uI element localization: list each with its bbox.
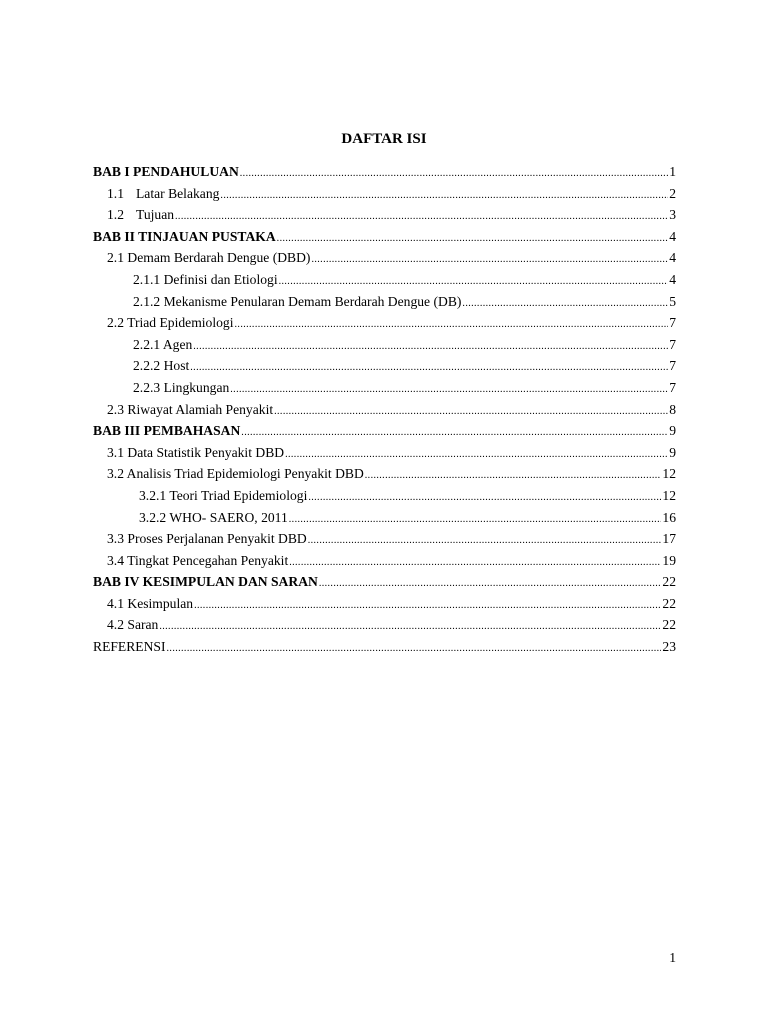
page-number: 1 (669, 950, 676, 965)
toc-entry-text: 3.1 Data Statistik Penyakit DBD (107, 444, 285, 460)
toc-dot-leader (235, 314, 669, 336)
toc-entry-page: 4 (669, 250, 676, 266)
toc-dot-leader (230, 379, 668, 401)
toc-entry-text: Latar Belakang (136, 185, 220, 201)
toc-entry-page: 22 (662, 574, 676, 590)
toc-entry-text: 2.2.3 Lingkungan (133, 379, 230, 395)
toc-dot-leader (319, 573, 662, 595)
toc-entry (93, 442, 676, 464)
toc-entry (93, 463, 676, 485)
toc-entry-page: 9 (669, 423, 676, 439)
toc-dot-leader (240, 163, 668, 185)
toc-entry-page: 17 (662, 531, 676, 547)
toc-entry (93, 204, 676, 226)
toc-entry-page: 4 (669, 228, 676, 244)
toc-entry-page: 2 (669, 185, 676, 201)
toc-dot-leader (220, 185, 668, 207)
toc-dot-leader (289, 509, 662, 531)
toc-entry-page: 16 (662, 509, 676, 525)
toc-entry-page: 22 (662, 617, 676, 633)
toc-entry-page: 22 (662, 595, 676, 611)
toc-entry-text: 4.1 Kesimpulan (107, 595, 194, 611)
toc-dot-leader (365, 465, 662, 487)
toc-dot-leader (311, 249, 668, 271)
toc-dot-leader (193, 336, 668, 358)
toc-entry (93, 550, 676, 572)
toc-entry-text: Tujuan (136, 207, 175, 223)
toc-entry-label (133, 377, 229, 399)
toc-entry-number: 1.2 (107, 207, 124, 223)
toc-entry (93, 377, 676, 399)
toc-entry-text: 2.2.2 Host (133, 358, 190, 374)
toc-entry-label (107, 183, 219, 205)
toc-entry (93, 571, 676, 593)
toc-dot-leader (167, 638, 662, 660)
toc-entry (93, 528, 676, 550)
toc-dot-leader (308, 530, 662, 552)
toc-dot-leader (190, 357, 668, 379)
toc-entry-text: BAB IV KESIMPULAN DAN SARAN (93, 574, 318, 590)
toc-entry (93, 485, 676, 507)
toc-entry-text: 2.1.2 Mekanisme Penularan Demam Berdarah Dengue (DB) (133, 293, 462, 309)
toc-entry (93, 593, 676, 615)
toc-entry (93, 161, 676, 183)
toc-entry-label (133, 269, 278, 291)
toc-entry-label (139, 507, 288, 529)
toc-entry-text: 4.2 Saran (107, 617, 159, 633)
toc-entry (93, 420, 676, 442)
toc-entry-page: 4 (669, 271, 676, 287)
toc-entry-label (133, 291, 461, 313)
toc-dot-leader (194, 595, 661, 617)
toc-entry-label (107, 442, 284, 464)
toc-entry-label (107, 204, 174, 226)
toc-entry (93, 183, 676, 205)
toc-entry-page: 5 (669, 293, 676, 309)
toc-dot-leader (277, 228, 669, 250)
toc-entry-label (139, 485, 307, 507)
toc-entry-text: 3.4 Tingkat Pencegahan Penyakit (107, 552, 289, 568)
toc-dot-leader (462, 293, 668, 315)
toc-entry (93, 226, 676, 248)
toc-entry-page: 7 (669, 336, 676, 352)
toc-entry-text: BAB I PENDAHULUAN (93, 164, 239, 179)
toc-entry-text: 3.2.1 Teori Triad Epidemiologi (139, 487, 308, 503)
toc-entry-text: 3.3 Proses Perjalanan Penyakit DBD (107, 531, 307, 547)
toc-dot-leader (175, 206, 668, 228)
toc-entry-page: 12 (662, 487, 676, 503)
toc-entry-label (107, 399, 273, 421)
toc-entry-label (107, 312, 234, 334)
toc-dot-leader (289, 552, 661, 574)
toc-entry-text: 2.1 Demam Berdarah Dengue (DBD) (107, 250, 311, 266)
toc-dot-leader (241, 422, 668, 444)
toc-entry (93, 614, 676, 636)
toc-entry-label (93, 420, 240, 442)
toc-entry-label (107, 463, 364, 485)
toc-entry-page: 23 (662, 639, 676, 655)
toc-entry-page: 7 (669, 379, 676, 395)
toc-entry-label (107, 550, 288, 572)
toc-entry-text: BAB II TINJAUAN PUSTAKA (93, 228, 276, 244)
toc-dot-leader (274, 401, 668, 423)
toc-entry-label (133, 355, 189, 377)
toc-entry (93, 355, 676, 377)
page-title: DAFTAR ISI (341, 131, 427, 147)
toc-entry-text: BAB III PEMBAHASAN (93, 423, 241, 439)
toc-entry-label (107, 528, 307, 550)
toc-entry (93, 312, 676, 334)
toc-entry (93, 247, 676, 269)
toc-entry-page: 3 (669, 207, 676, 223)
table-of-contents (93, 161, 676, 658)
toc-entry-label (107, 614, 158, 636)
toc-entry-text: 2.2.1 Agen (133, 336, 193, 352)
toc-entry-label (107, 593, 193, 615)
toc-entry-text: 2.2 Triad Epidemiologi (107, 315, 234, 331)
toc-entry-label (93, 226, 276, 248)
toc-entry-page: 12 (662, 466, 676, 482)
toc-entry (93, 269, 676, 291)
toc-entry (93, 291, 676, 313)
toc-entry-label (93, 636, 166, 658)
toc-entry-text: REFERENSI (93, 639, 166, 655)
toc-dot-leader (159, 616, 661, 638)
toc-entry-page: 7 (669, 315, 676, 331)
toc-entry (93, 636, 676, 658)
toc-entry-page: 1 (669, 164, 676, 179)
toc-entry-text: 3.2 Analisis Triad Epidemiologi Penyakit DBD (107, 466, 364, 482)
toc-entry-label (107, 247, 310, 269)
toc-entry (93, 507, 676, 529)
toc-entry (93, 399, 676, 421)
toc-entry-page: 9 (669, 444, 676, 460)
toc-entry-label (93, 571, 318, 593)
toc-entry-number: 1.1 (107, 185, 124, 201)
toc-entry-text: 2.1.1 Definisi dan Etiologi (133, 271, 278, 287)
toc-entry-label (133, 334, 192, 356)
toc-entry-page: 19 (662, 552, 676, 568)
toc-entry-page: 8 (669, 401, 676, 417)
toc-dot-leader (308, 487, 661, 509)
toc-entry-text: 2.3 Riwayat Alamiah Penyakit (107, 401, 274, 417)
toc-dot-leader (279, 271, 669, 293)
toc-entry-text: 3.2.2 WHO- SAERO, 2011 (139, 509, 288, 525)
toc-entry-page: 7 (669, 358, 676, 374)
toc-entry-label (93, 161, 239, 183)
toc-dot-leader (285, 444, 668, 466)
toc-entry (93, 334, 676, 356)
